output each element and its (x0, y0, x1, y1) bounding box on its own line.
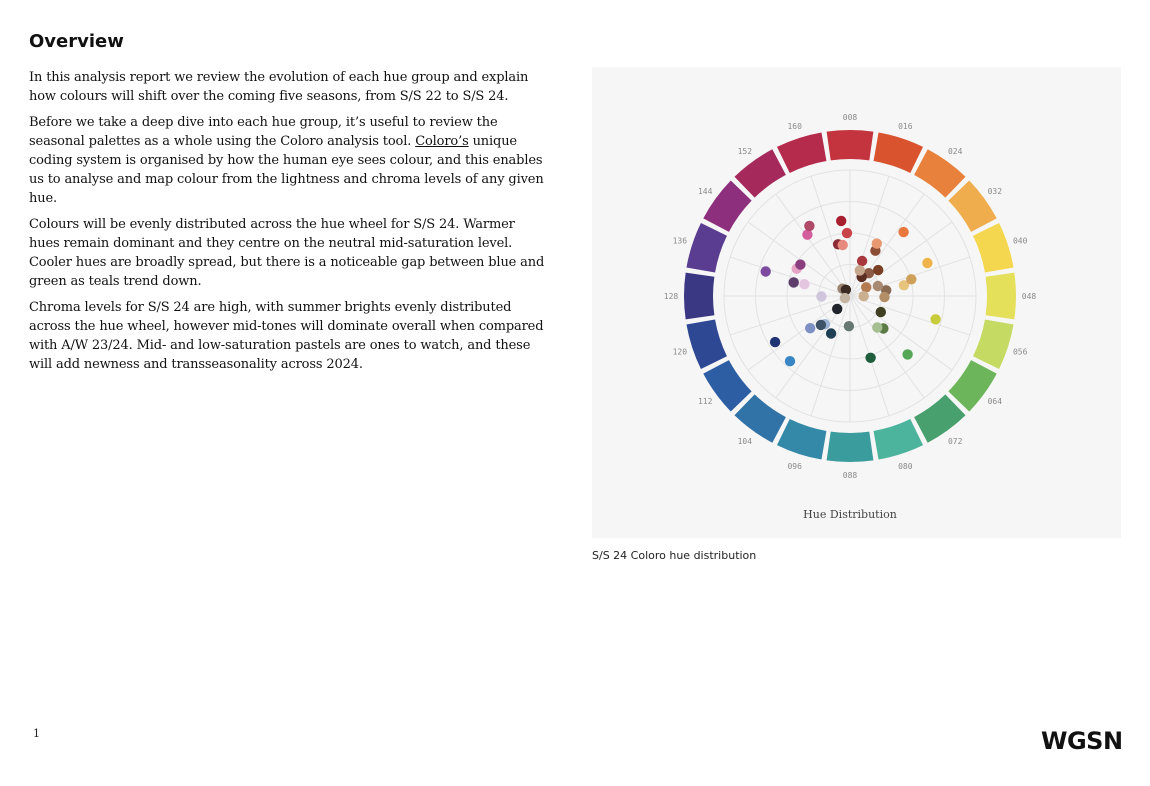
hue-segment (734, 394, 785, 442)
color-point (844, 321, 854, 331)
hue-label: 088 (842, 471, 858, 480)
hue-label: 112 (697, 397, 713, 407)
color-point (906, 274, 916, 284)
color-point (826, 328, 836, 338)
page-number: 1 (33, 727, 40, 740)
hue-label: 136 (672, 236, 688, 246)
hue-segment (973, 223, 1014, 272)
page-title: Overview (29, 31, 124, 52)
paragraph-coloro (29, 113, 549, 208)
hue-label: 160 (787, 121, 802, 131)
color-point (879, 292, 889, 302)
color-point (836, 216, 846, 226)
hue-label: 064 (987, 397, 1003, 407)
color-point (761, 266, 771, 276)
paragraph-coloro-before: Before we take a deep dive into each hue group, it’s useful to review the seasonal palettes as a whole using the Coloro analysis tool. (29, 115, 498, 149)
hue-segment (827, 432, 874, 462)
hue-segment (874, 132, 923, 173)
chart-title: Hue Distribution (803, 508, 897, 521)
hue-segment (986, 273, 1016, 320)
hue-label: 152 (737, 147, 753, 157)
color-point (922, 258, 932, 268)
color-point (805, 323, 815, 333)
hue-distribution-figure (592, 67, 1121, 538)
color-point (838, 240, 848, 250)
color-point (898, 227, 908, 237)
wheel-grid (724, 170, 976, 422)
color-point (816, 320, 826, 330)
color-point (855, 265, 865, 275)
hue-label: 144 (697, 186, 713, 196)
color-point (842, 228, 852, 238)
grid-spoke (850, 296, 970, 335)
hue-segment (777, 132, 826, 173)
color-point (859, 291, 869, 301)
hue-label: 008 (842, 113, 858, 122)
paragraph-intro: In this analysis report we review the evolution of each hue group and explain how colours will shift over the coming five seasons, from S/S 22 to S/S 24. (29, 70, 529, 104)
hue-segment (914, 149, 965, 197)
hue-label: 032 (987, 186, 1003, 196)
grid-spoke (811, 296, 850, 416)
hue-label: 048 (1021, 292, 1037, 301)
color-point (832, 304, 842, 314)
hue-label: 120 (672, 347, 688, 357)
hue-segment (686, 320, 727, 369)
hue-segment (777, 419, 826, 460)
color-point (873, 265, 883, 275)
body-text (29, 68, 549, 381)
color-point (872, 238, 882, 248)
hue-label: 040 (1012, 236, 1028, 246)
color-point (795, 259, 805, 269)
color-point (902, 349, 912, 359)
hue-segment (827, 130, 874, 160)
color-point (865, 353, 875, 363)
hue-segment (914, 394, 965, 442)
hue-label: 016 (898, 121, 913, 131)
color-point (770, 337, 780, 347)
color-point (876, 307, 886, 317)
hue-label: 024 (947, 147, 963, 157)
color-point (873, 281, 883, 291)
color-point (861, 282, 871, 292)
hue-label: 096 (787, 462, 802, 472)
color-point (857, 256, 867, 266)
color-point (816, 291, 826, 301)
wgsn-logo: WGSN (1041, 727, 1123, 755)
hue-segment (686, 223, 727, 272)
hue-segment (734, 149, 785, 197)
coloro-link[interactable]: Coloro’s (415, 134, 469, 149)
color-point (802, 230, 812, 240)
paragraph-chroma: Chroma levels for S/S 24 are high, with summer brights evenly distributed across the hue wheel, however mid-tones will dominate overall when compared with A/W 23/24. Mid- and low-saturation pastels are ones to watch, and these will add newness and transseasonality across 2024. (29, 300, 544, 372)
figure-caption: S/S 24 Coloro hue distribution (592, 549, 757, 562)
hue-segment (684, 273, 714, 320)
hue-label: 080 (898, 462, 913, 472)
color-point (840, 293, 850, 303)
grid-spoke (730, 257, 850, 296)
color-point (789, 277, 799, 287)
color-point (799, 279, 809, 289)
hue-label: 104 (737, 436, 753, 446)
hue-label: 072 (947, 436, 963, 446)
color-point (872, 322, 882, 332)
paragraph-coloro-after: unique coding system is organised by how the human eye sees colour, and this enables us to analyse and map colour from the lightness and chroma levels of any given hue. (29, 134, 544, 206)
color-point (930, 314, 940, 324)
hue-segment (874, 419, 923, 460)
hue-label: 056 (1012, 347, 1028, 357)
hue-wheel-chart (592, 67, 1121, 538)
paragraph-distribution: Colours will be evenly distributed across the hue wheel for S/S 24. Warmer hues remain dominant and they centre on the neutral mid-saturation level. Cooler hues are broadly spread, but there is a noticeable gap between blue and green as teals trend down. (29, 217, 545, 289)
color-point (804, 221, 814, 231)
color-point (785, 356, 795, 366)
hue-segment (973, 320, 1014, 369)
hue-label: 128 (663, 292, 679, 301)
